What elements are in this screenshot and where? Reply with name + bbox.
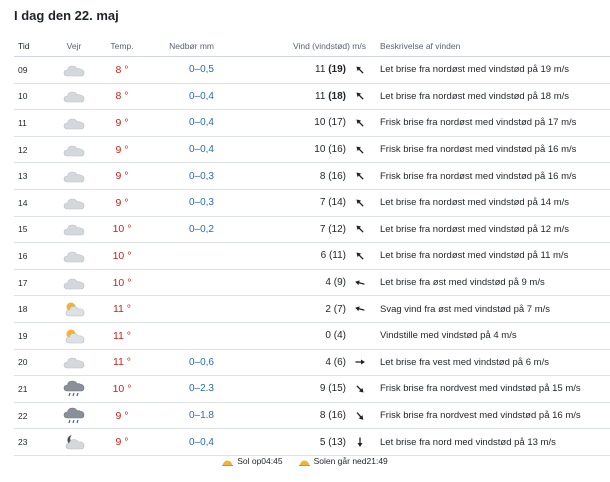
row-precip: 0–0,2 xyxy=(188,223,214,235)
wind-speed: 0 xyxy=(325,330,331,342)
row-desc: Svag vind fra øst med vindstød på 7 m/s xyxy=(380,303,551,315)
wind-direction-arrow-icon xyxy=(350,303,370,315)
row-time: 17 xyxy=(18,277,28,288)
row-temp: 10 ° xyxy=(112,276,132,289)
row-temp: 11 ° xyxy=(112,329,132,342)
wind-speed: 9 xyxy=(319,383,326,395)
sunrise-text: Sol op04:45 xyxy=(237,456,283,466)
cloud-icon xyxy=(52,89,96,103)
row-precip: 0–1.8 xyxy=(188,410,214,422)
row-desc: Frisk brise fra nordøst med vindstød på 17 m/s xyxy=(380,117,577,129)
row-time: 20 xyxy=(18,357,28,368)
row-temp: 9 ° xyxy=(115,409,129,422)
table-row xyxy=(14,84,610,111)
row-time: 23 xyxy=(18,437,28,448)
wind-direction-arrow-icon xyxy=(350,223,370,235)
table-row xyxy=(14,163,610,190)
row-desc: Vindstille med vindstød på 4 m/s xyxy=(380,330,517,342)
row-temp: 11 ° xyxy=(112,303,132,316)
row-wind xyxy=(220,144,350,155)
row-temp: 10 ° xyxy=(112,223,132,236)
row-temp: 10 ° xyxy=(112,382,132,395)
cloud-icon xyxy=(52,249,96,263)
wind-speed: 10 xyxy=(314,117,326,129)
wind-gust: (16) xyxy=(328,170,346,182)
row-time: 21 xyxy=(18,383,28,394)
row-time: 12 xyxy=(18,144,28,155)
wind-speed: 8 xyxy=(319,170,326,182)
row-temp: 9 ° xyxy=(115,170,129,183)
row-desc: Frisk brise fra nordøst med vindstød på 16 m/s xyxy=(380,170,577,182)
wind-direction-arrow-icon xyxy=(350,170,370,182)
wind-direction-arrow-icon xyxy=(350,383,370,395)
row-temp: 8 ° xyxy=(115,63,129,76)
wind-direction-arrow-icon xyxy=(350,277,370,289)
table-row xyxy=(14,217,610,244)
wind-gust: (9) xyxy=(333,277,346,289)
wind-gust: (14) xyxy=(328,197,346,209)
cloud-icon xyxy=(52,116,96,130)
table-row xyxy=(14,270,610,297)
wind-gust: (7) xyxy=(333,303,346,315)
header-desc: Beskrivelse af vinden xyxy=(380,41,461,51)
wind-speed: 7 xyxy=(319,197,326,209)
row-temp: 9 ° xyxy=(115,116,129,129)
wind-gust: (6) xyxy=(333,356,346,368)
row-wind xyxy=(220,64,350,75)
row-temp: 9 ° xyxy=(115,196,129,209)
wind-gust: (19) xyxy=(328,64,346,76)
wind-direction-arrow-icon xyxy=(350,90,370,102)
wind-speed: 10 xyxy=(314,144,326,156)
row-temp: 10 ° xyxy=(112,249,132,262)
row-wind xyxy=(220,437,350,448)
row-desc: Let brise fra nordøst med vindstød på 14 m/s xyxy=(380,197,570,209)
header-temp: Temp. xyxy=(110,41,134,51)
wind-speed: 4 xyxy=(325,277,331,289)
row-precip: 0–0,4 xyxy=(188,90,214,102)
row-time: 13 xyxy=(18,171,28,182)
wind-speed: 7 xyxy=(319,223,326,235)
row-desc: Let brise fra nordøst med vindstød på 11 m/s xyxy=(380,250,569,262)
table-row xyxy=(14,243,610,270)
wind-gust: (16) xyxy=(328,144,346,156)
row-wind xyxy=(220,171,350,182)
row-desc: Let brise fra nordøst med vindstød på 19 m/s xyxy=(380,64,570,76)
wind-speed: 2 xyxy=(325,303,331,315)
table-row xyxy=(14,296,610,323)
cloud-icon xyxy=(52,196,96,210)
row-wind xyxy=(220,330,350,341)
table-row xyxy=(14,376,610,403)
row-precip: 0–0,4 xyxy=(188,144,214,156)
row-desc: Let brise fra øst med vindstød på 9 m/s xyxy=(380,277,545,289)
row-wind xyxy=(220,383,350,394)
row-time: 14 xyxy=(18,197,28,208)
row-temp: 8 ° xyxy=(115,90,129,103)
table-row xyxy=(14,110,610,137)
row-time: 10 xyxy=(18,91,28,102)
wind-speed: 11 xyxy=(315,90,326,102)
cloud-icon xyxy=(52,169,96,183)
row-wind xyxy=(220,224,350,235)
wind-speed: 11 xyxy=(315,64,326,76)
table-row xyxy=(14,57,610,84)
row-wind xyxy=(220,357,350,368)
cloud-icon xyxy=(52,355,96,369)
wind-gust: (16) xyxy=(328,410,346,422)
row-time: 15 xyxy=(18,224,28,235)
row-temp: 9 ° xyxy=(115,143,129,156)
rain-cloud-icon xyxy=(52,407,96,425)
wind-direction-arrow-icon xyxy=(350,436,370,448)
row-wind xyxy=(220,277,350,288)
row-desc: Frisk brise fra nordvest med vindstød på 16 m/s xyxy=(380,410,581,422)
row-wind xyxy=(220,117,350,128)
sun-times xyxy=(0,456,610,466)
wind-gust: (17) xyxy=(328,117,346,129)
row-precip: 0–0,3 xyxy=(188,197,214,209)
row-precip: 0–2.3 xyxy=(188,383,214,395)
table-body xyxy=(14,57,610,456)
row-precip: 0–0,6 xyxy=(188,356,214,368)
wind-gust: (4) xyxy=(333,330,346,342)
wind-direction-arrow-icon xyxy=(350,144,370,156)
page-title: I dag den 22. maj xyxy=(14,8,119,23)
row-wind xyxy=(220,304,350,315)
header-time: Tid xyxy=(18,41,30,51)
wind-direction-arrow-icon xyxy=(350,197,370,209)
row-time: 22 xyxy=(18,410,28,421)
table-row xyxy=(14,190,610,217)
row-desc: Let brise fra nordøst med vindstød på 18 m/s xyxy=(380,90,570,102)
sunset-text: Solen går ned21:49 xyxy=(313,456,388,466)
row-time: 19 xyxy=(18,330,28,341)
header-weather: Vejr xyxy=(66,41,82,51)
table-row xyxy=(14,350,610,377)
cloud-icon xyxy=(52,63,96,77)
row-wind xyxy=(220,197,350,208)
row-temp: 9 ° xyxy=(115,436,129,449)
row-wind xyxy=(220,250,350,261)
partly-sunny-icon xyxy=(52,328,96,344)
wind-speed: 8 xyxy=(319,410,326,422)
header-wind: Vind (vindstød) m/s xyxy=(292,41,366,51)
wind-speed: 5 xyxy=(319,436,326,448)
wind-gust: (13) xyxy=(328,436,346,448)
row-precip: 0–0,4 xyxy=(188,436,214,448)
table-row xyxy=(14,403,610,430)
cloud-icon xyxy=(52,276,96,290)
table-row xyxy=(14,429,610,456)
row-wind xyxy=(220,91,350,102)
wind-gust: (15) xyxy=(328,383,346,395)
row-desc: Frisk brise fra nordvest med vindstød på 15 m/s xyxy=(380,383,581,395)
row-time: 09 xyxy=(18,64,28,75)
cloud-icon xyxy=(52,143,96,157)
cloud-icon xyxy=(52,222,96,236)
wind-direction-arrow-icon xyxy=(350,250,370,262)
wind-speed: 6 xyxy=(320,250,327,262)
moon-cloud-icon xyxy=(52,434,96,450)
sunset-icon xyxy=(299,457,310,466)
sunrise xyxy=(222,456,282,466)
wind-speed: 4 xyxy=(325,356,331,368)
wind-direction-arrow-icon xyxy=(350,117,370,129)
header-precip: Nedbør mm xyxy=(169,41,214,51)
row-temp: 11 ° xyxy=(112,356,132,369)
wind-direction-arrow-icon xyxy=(350,356,370,368)
row-time: 18 xyxy=(18,304,28,315)
sunset xyxy=(299,456,388,466)
row-time: 11 xyxy=(18,117,27,128)
wind-direction-arrow-icon xyxy=(350,64,370,76)
row-desc: Let brise fra vest med vindstød på 6 m/s xyxy=(380,356,549,368)
rain-cloud-icon xyxy=(52,380,96,398)
row-desc: Let brise fra nordøst med vindstød på 12 m/s xyxy=(380,223,570,235)
table-header xyxy=(14,36,610,57)
wind-gust: (11) xyxy=(328,250,346,262)
row-precip: 0–0,5 xyxy=(188,64,214,76)
wind-gust: (18) xyxy=(328,90,346,102)
partly-sunny-icon xyxy=(52,301,96,317)
wind-direction-arrow-icon xyxy=(350,410,370,422)
table-row xyxy=(14,137,610,164)
forecast-table xyxy=(14,36,610,456)
row-desc: Frisk brise fra nordøst med vindstød på 16 m/s xyxy=(380,144,577,156)
sunrise-icon xyxy=(222,457,233,466)
row-precip: 0–0,4 xyxy=(188,117,214,129)
wind-gust: (12) xyxy=(328,223,346,235)
row-wind xyxy=(220,410,350,421)
table-row xyxy=(14,323,610,350)
row-time: 16 xyxy=(18,250,28,261)
row-desc: Let brise fra nord med vindstød på 13 m/s xyxy=(380,436,556,448)
row-precip: 0–0,3 xyxy=(188,170,214,182)
